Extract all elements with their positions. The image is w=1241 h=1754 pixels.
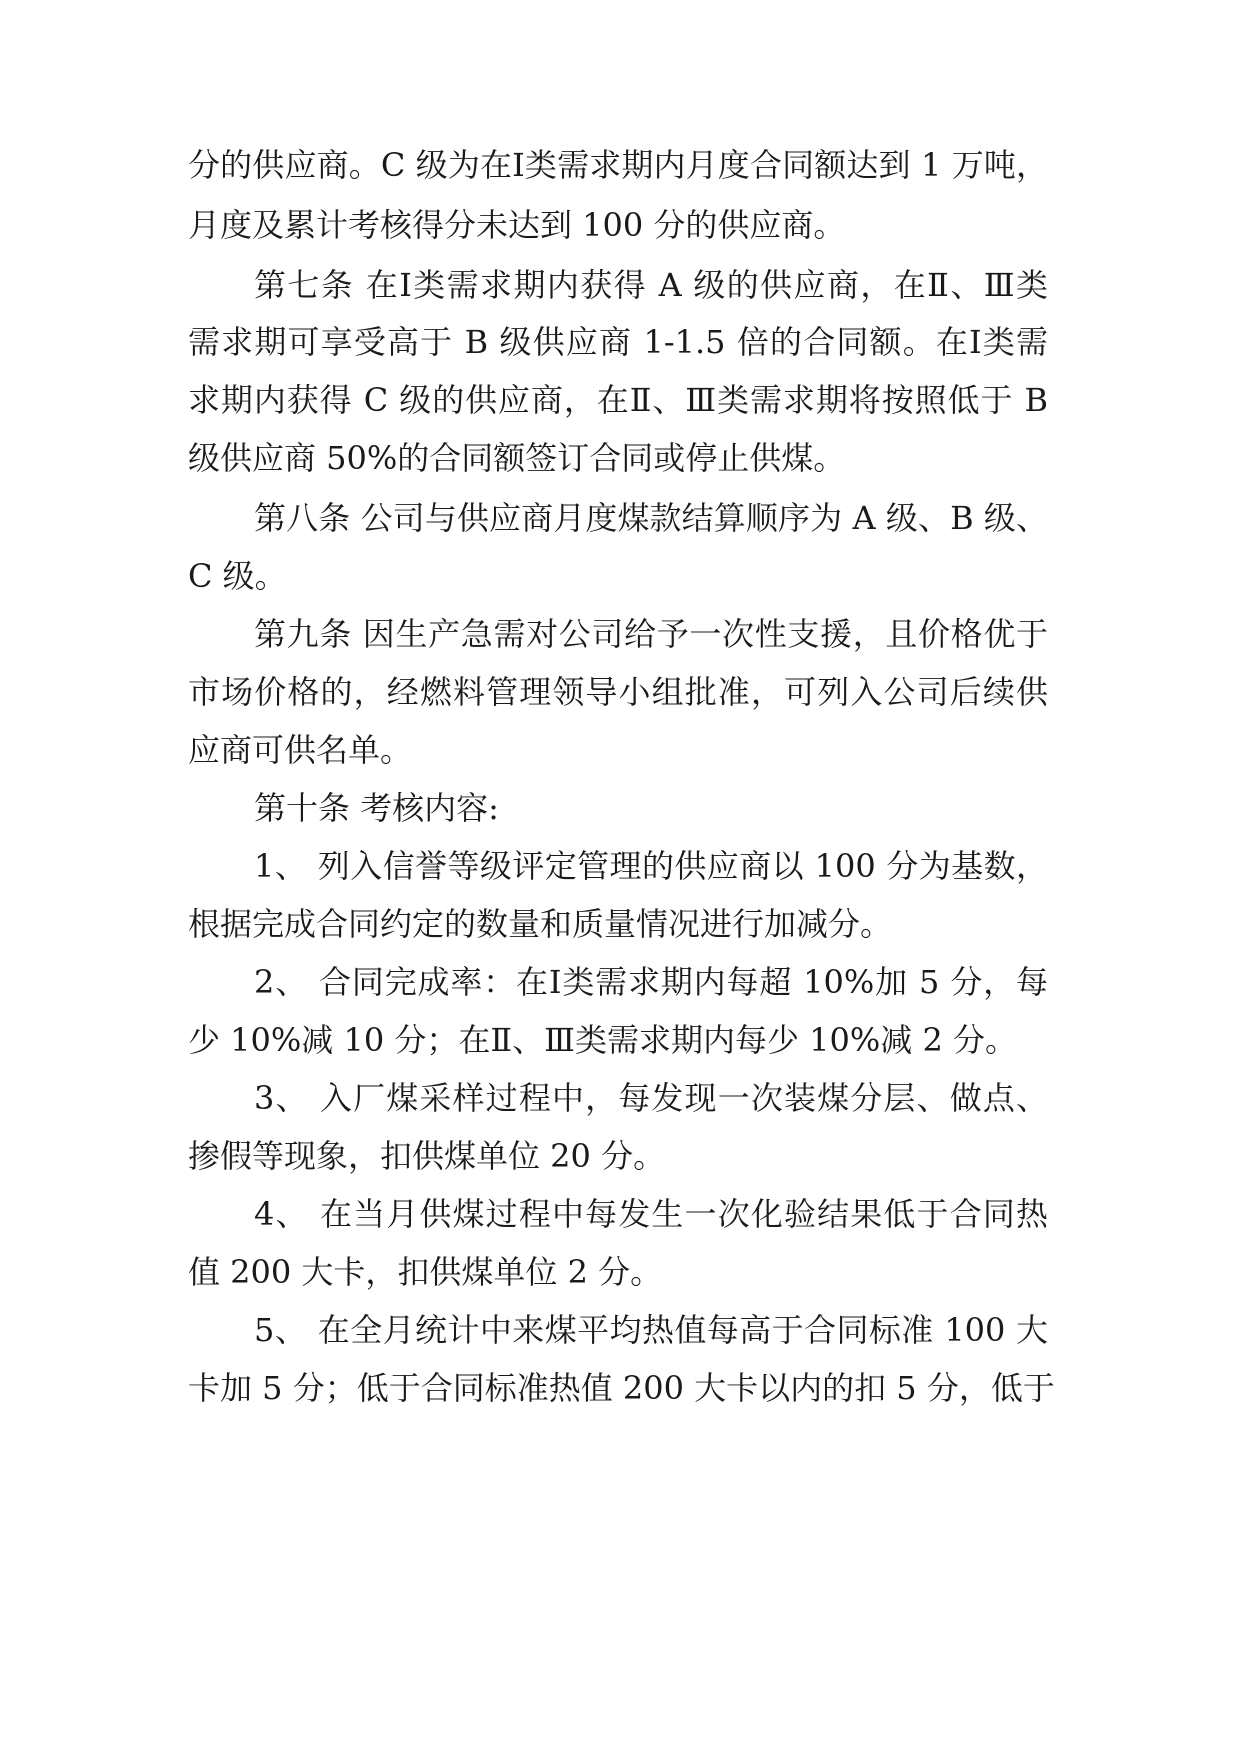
list-item-4-line: 4、 在当月供煤过程中每发生一次化验结果低于合同热 [254, 1195, 1048, 1233]
article-8-heading-line: 第八条 公司与供应商月度煤款结算顺序为 A 级、B 级、 [254, 499, 1048, 537]
article-9-heading-line: 第九条 因生产急需对公司给予一次性支援，且价格优于 [254, 615, 1048, 653]
list-item-2-line: 2、 合同完成率：在Ⅰ类需求期内每超 10%加 5 分，每 [254, 963, 1048, 1001]
text-line: 根据完成合同约定的数量和质量情况进行加减分。 [188, 905, 893, 943]
text-line: 级供应商 50%的合同额签订合同或停止供煤。 [188, 439, 846, 477]
text-line: 应商可供名单。 [188, 731, 413, 769]
text-line: 市场价格的，经燃料管理领导小组批准，可列入公司后续供 [188, 673, 1048, 711]
text-line: 需求期可享受高于 B 级供应商 1-1.5 倍的合同额。在Ⅰ类需 [188, 323, 1048, 361]
article-7-heading-line: 第七条 在Ⅰ类需求期内获得 A 级的供应商，在Ⅱ、Ⅲ类 [254, 266, 1048, 304]
text-line: 求期内获得 C 级的供应商，在Ⅱ、Ⅲ类需求期将按照低于 B [188, 381, 1048, 419]
text-line: 月度及累计考核得分未达到 100 分的供应商。 [188, 206, 846, 244]
text-line: 卡加 5 分；低于合同标准热值 200 大卡以内的扣 5 分，低于 [188, 1369, 1055, 1407]
list-item-5-line: 5、 在全月统计中来煤平均热值每高于合同标准 100 大 [254, 1311, 1048, 1349]
text-line: 掺假等现象，扣供煤单位 20 分。 [188, 1137, 666, 1175]
text-line: 少 10%减 10 分；在Ⅱ、Ⅲ类需求期内每少 10%减 2 分。 [188, 1021, 1017, 1059]
article-10-heading-line: 第十条 考核内容: [254, 789, 499, 827]
text-line: 分的供应商。C 级为在Ⅰ类需求期内月度合同额达到 1 万吨， [188, 146, 1048, 184]
list-item-3-line: 3、 入厂煤采样过程中，每发现一次装煤分层、做点、 [254, 1079, 1048, 1117]
list-item-1-line: 1、 列入信誉等级评定管理的供应商以 100 分为基数， [254, 847, 1048, 885]
text-line: C 级。 [188, 557, 287, 595]
text-line: 值 200 大卡，扣供煤单位 2 分。 [188, 1253, 663, 1291]
